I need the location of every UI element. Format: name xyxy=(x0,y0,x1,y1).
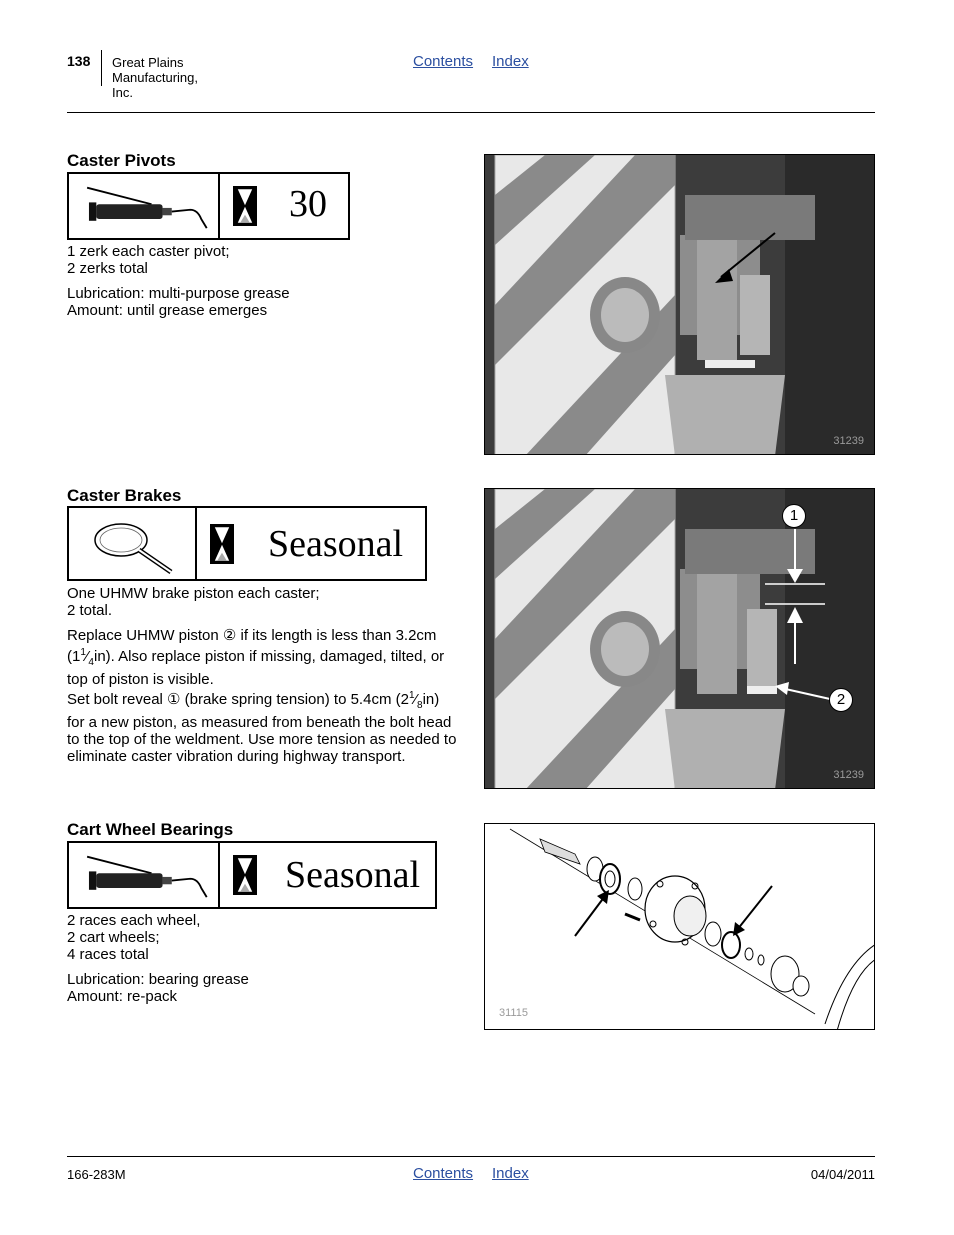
zerk-count-line: 1 zerk each caster pivot; xyxy=(67,243,230,260)
caster-brake-illustration xyxy=(485,489,875,789)
footer-contents-link[interactable]: Contents xyxy=(413,1165,474,1182)
index-link[interactable]: Index xyxy=(492,53,529,70)
publication-date: 04/04/2011 xyxy=(810,1167,875,1182)
race-count-line: 2 cart wheels; xyxy=(67,929,160,946)
figure-number: 31115 xyxy=(499,1007,528,1019)
interval-value: Seasonal xyxy=(268,523,404,565)
footer-rule xyxy=(67,1156,875,1157)
company-name: Great Plains Manufacturing, Inc. xyxy=(112,55,198,100)
section-title-caster-pivots: Caster Pivots xyxy=(67,151,176,170)
figure-number: 31239 xyxy=(833,435,864,447)
header-divider xyxy=(101,50,102,86)
doc-number: 166-283M xyxy=(67,1167,126,1182)
zerk-count-line: 2 zerks total xyxy=(67,260,148,277)
lube-interval-box xyxy=(67,172,350,240)
lubrication-line: Lubrication: bearing grease xyxy=(67,971,249,988)
inspection-interval-box xyxy=(67,506,427,581)
hourglass-icon xyxy=(233,854,257,896)
callout-uhmw-piston: 2 xyxy=(829,688,853,712)
magnifying-glass-icon xyxy=(91,516,181,576)
section-title-cart-wheel-bearings: Cart Wheel Bearings xyxy=(67,820,234,839)
section-title-caster-brakes: Caster Brakes xyxy=(67,486,182,505)
lube-interval-box xyxy=(67,841,437,909)
grease-gun-icon xyxy=(81,853,211,899)
grease-gun-icon xyxy=(81,184,211,230)
page-number: 138 xyxy=(67,53,91,69)
caster-brake-photo xyxy=(484,488,875,789)
caster-pivot-illustration xyxy=(485,155,875,455)
contents-link[interactable]: Contents xyxy=(413,53,474,70)
amount-line: Amount: re-pack xyxy=(67,988,178,1005)
lubrication-line: Lubrication: multi-purpose grease xyxy=(67,285,290,302)
header-rule xyxy=(67,112,875,113)
wheel-bearing-diagram xyxy=(484,823,875,1030)
footer-index-link[interactable]: Index xyxy=(492,1165,529,1182)
figure-number: 31239 xyxy=(833,769,864,781)
caster-pivot-photo xyxy=(484,154,875,455)
wheel-hub-exploded-view xyxy=(485,824,875,1030)
hourglass-icon xyxy=(233,185,257,227)
interval-value: 30 xyxy=(289,183,327,225)
race-count-line: 2 races each wheel, xyxy=(67,912,201,929)
callout-bolt-reveal: 1 xyxy=(782,504,806,528)
amount-line: Amount: until grease emerges xyxy=(67,302,268,319)
bolt-reveal-paragraph: Set bolt reveal ① (brake spring tension) to 5.4cm $(2^1⁄_8in)$ for a new piston, as measured from beneath the bolt head to the top of the weldment. Use more tension as needed to eliminate caster vibration during highway transport. xyxy=(67,690,457,765)
interval-value: Seasonal xyxy=(285,854,421,896)
hourglass-icon xyxy=(210,523,234,565)
race-count-line: 4 races total xyxy=(67,946,149,963)
piston-count-line: 2 total. xyxy=(67,602,113,619)
piston-count-line: One UHMW brake piston each caster; xyxy=(67,585,320,602)
replace-piston-paragraph: Replace UHMW piston ② if its length is less than 3.2cm $(1^1⁄_4in)$. Also replace piston if missing, damaged, tilted, or top of piston is visible. xyxy=(67,627,445,688)
